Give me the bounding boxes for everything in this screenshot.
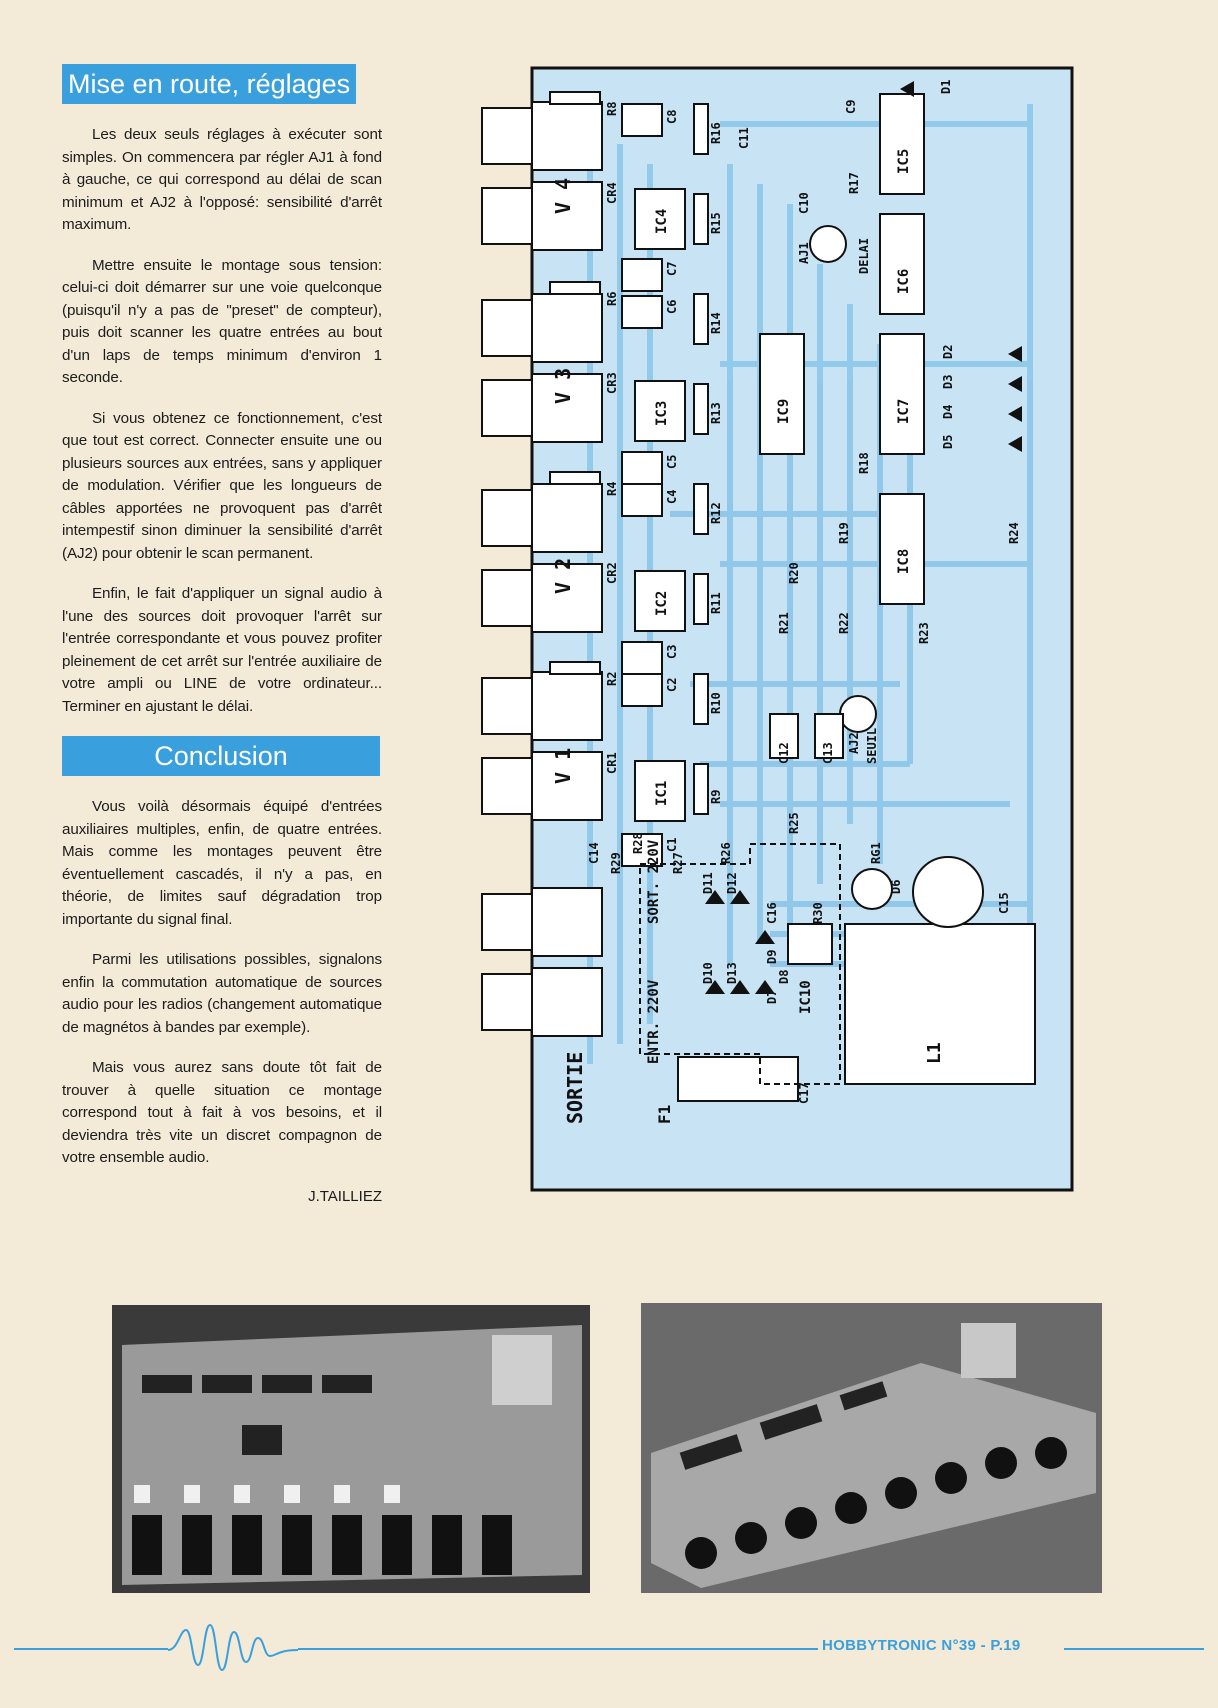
board-photo [112, 1305, 590, 1593]
power-label: ENTR. 220V [646, 979, 662, 1064]
component-label: D11 [701, 872, 715, 894]
component-label: C16 [765, 902, 779, 924]
component-label: C11 [737, 127, 751, 149]
component-label: R19 [837, 522, 851, 544]
component-label: R17 [847, 172, 861, 194]
ic-label: IC6 [896, 268, 912, 294]
component-label: R8 [605, 101, 619, 116]
component-label: RG1 [869, 842, 883, 864]
ic-label: IC4 [654, 208, 670, 234]
channel-label: V 3 [551, 367, 575, 404]
component-label: R22 [837, 612, 851, 634]
paragraph: Les deux seuls réglages à exécuter sont simples. On commencera par régler AJ1 à fond à gauche, ce qui correspond au délai de scan minimum et AJ2 à l'opposé: sensibilité d'arrêt maximum. [62, 126, 382, 233]
component-label: AJ1 [797, 242, 811, 264]
author: J.TAILLIEZ [308, 1187, 382, 1205]
paragraph: Mais vous aurez sans doute tôt fait de trouver à quelle situation ce montage correspond tout à fait à vos besoins, et il deviendra très vite un discret compagnon de votre ensemble audio. [62, 1059, 382, 1166]
component-label: D3 [941, 374, 955, 389]
component-label: R10 [709, 692, 723, 714]
component-label: C4 [665, 489, 679, 504]
component-label: R11 [709, 592, 723, 614]
component-label: D12 [725, 872, 739, 894]
component-label: R25 [787, 812, 801, 834]
component-label: R12 [709, 502, 723, 524]
component-label: C7 [665, 261, 679, 276]
page-footer [0, 1620, 1218, 1680]
channel-label: V 4 [551, 177, 575, 214]
ic-label: IC3 [654, 400, 670, 426]
component-label: DELAI [857, 237, 871, 274]
component-label: C17 [797, 1082, 811, 1104]
paragraph: Mettre ensuite le montage sous tension: celui-ci doit démarrer sur une voie quelconque (puisqu'il n'y a pas de "preset" de compteur), puis doit scanner les quatre entrées au bout d'un laps de temps minimum d'environ 1 seconde. [62, 256, 382, 386]
component-label: R23 [917, 622, 931, 644]
paragraph: Si vous obtenez ce fonctionnement, c'est que tout est correct. Connecter ensuite une ou plusieurs sources aux entrées, sans y appliquer de modulation. Vérifier que les longueurs de câbles apportées ne provoquent pas d'arrêt intempestif sinon diminuer la sensibilité d'arrêt (AJ2) pour obtenir le scan permanent. [62, 409, 382, 562]
text-column [62, 64, 382, 1205]
component-label: C3 [665, 644, 679, 659]
component-label: R9 [709, 789, 723, 804]
ic-label: IC2 [654, 590, 670, 616]
component-label: R15 [709, 212, 723, 234]
footer-rule [1064, 1648, 1204, 1650]
ic-label: IC1 [654, 780, 670, 806]
channel-label: V 1 [551, 747, 575, 784]
component-label: F1 [655, 1104, 674, 1124]
component-label: D6 [889, 879, 903, 894]
component-label: D4 [941, 404, 955, 419]
output-label: SORTIE [563, 1051, 587, 1124]
component-label: R27 [671, 852, 685, 874]
component-label: R24 [1007, 522, 1021, 544]
component-label: R30 [811, 902, 825, 924]
section-heading: Conclusion [62, 736, 380, 776]
component-label: C14 [587, 842, 601, 864]
ic-label: IC9 [776, 398, 792, 424]
component-label: D1 [939, 79, 953, 94]
component-label: CR2 [605, 562, 619, 584]
component-label: SEUIL [865, 727, 879, 764]
pcb-layout-diagram [470, 64, 1080, 1200]
ic-label: IC10 [798, 980, 814, 1014]
component-label: D13 [725, 962, 739, 984]
component-label: R2 [605, 671, 619, 686]
component-label: R20 [787, 562, 801, 584]
footer-rule [14, 1648, 168, 1650]
paragraph: Vous voilà désormais équipé d'entrées auxiliaires multiples, enfin, de quatre entrées. Mais comme les montages peuvent être éventuellement cascadés, il n'y a pas, en théorie, de limites sauf dégradation trop importante du signal final. [62, 798, 382, 928]
component-label: C5 [665, 454, 679, 469]
component-label: L1 [924, 1042, 945, 1064]
ic-label: IC7 [896, 398, 912, 424]
ic-label: IC5 [896, 148, 912, 174]
component-label: R21 [777, 612, 791, 634]
component-label: C15 [997, 892, 1011, 914]
component-label: R29 [609, 852, 623, 874]
footer-page-label: HOBBYTRONIC N°39 - P.19 [822, 1637, 1021, 1654]
board-photo [641, 1303, 1102, 1593]
power-label: SORT. 220V [646, 839, 662, 924]
component-label: C13 [821, 742, 835, 764]
component-label: D7 [765, 989, 779, 1004]
component-label: R26 [719, 842, 733, 864]
component-label: CR4 [605, 182, 619, 204]
component-label: R18 [857, 452, 871, 474]
component-label: D8 [777, 969, 791, 984]
paragraph: Enfin, le fait d'appliquer un signal audio à l'une des sources doit provoquer l'arrêt sur l'entrée correspondante et vous pouvez profiter pleinement de cet arrêt sur l'entrée auxiliaire de votre ampli ou LINE de votre ordinateur... Terminer en ajustant le délai. [62, 585, 382, 715]
component-label: D5 [941, 434, 955, 449]
ic-label: IC8 [896, 548, 912, 574]
channel-label: V 2 [551, 557, 575, 594]
component-label: C1 [665, 837, 679, 852]
component-label: R13 [709, 402, 723, 424]
component-label: R14 [709, 312, 723, 334]
component-label: C10 [797, 192, 811, 214]
component-label: D10 [701, 962, 715, 984]
component-label: R16 [709, 122, 723, 144]
paragraph: Parmi les utilisations possibles, signalons enfin la commutation automatique de sources audio pour les radios (changement automatique de magnétos à bandes par exemple). [62, 951, 382, 1036]
component-label: C9 [844, 99, 858, 114]
component-label: C2 [665, 677, 679, 692]
component-label: D2 [941, 344, 955, 359]
component-label: R6 [605, 291, 619, 306]
component-label: R28 [631, 832, 645, 854]
component-label: D9 [765, 949, 779, 964]
section-heading: Mise en route, réglages [62, 64, 356, 104]
component-label: CR1 [605, 752, 619, 774]
component-label: C8 [665, 109, 679, 124]
component-label: C12 [777, 742, 791, 764]
component-label: C6 [665, 299, 679, 314]
component-label: AJ2 [847, 732, 861, 754]
footer-rule [298, 1648, 818, 1650]
component-label: CR3 [605, 372, 619, 394]
waveform-icon [168, 1620, 298, 1680]
component-label: R4 [605, 481, 619, 496]
